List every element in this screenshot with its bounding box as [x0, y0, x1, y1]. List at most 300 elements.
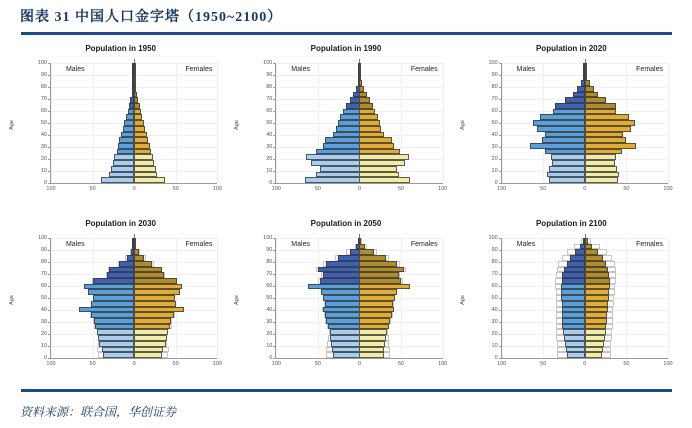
- female-bar-25-29: [134, 324, 170, 330]
- female-bar-40-44: [134, 132, 146, 138]
- males-label: Males: [291, 66, 310, 73]
- female-bar-0-4: [134, 177, 165, 183]
- female-bar-75-79: [134, 267, 161, 273]
- x-axis-tick-label: 50: [540, 186, 547, 192]
- y-axis-tick-label: 20: [491, 155, 498, 162]
- male-bar-55-59: [126, 114, 134, 120]
- females-label: Females: [410, 241, 438, 248]
- y-axis-tick-mark: [273, 346, 276, 347]
- x-axis-tick-label: 50: [89, 186, 96, 192]
- y-axis-tick-label: 40: [491, 131, 498, 138]
- y-axis-tick-mark: [499, 75, 502, 76]
- female-bar-25-29: [585, 149, 622, 155]
- female-bar-10-14: [585, 341, 604, 347]
- y-axis-tick-mark: [273, 147, 276, 148]
- age-axis-label: Age: [9, 119, 15, 130]
- female-bar-80-84: [585, 261, 607, 267]
- female-bar-90-94: [359, 249, 373, 255]
- y-axis-tick-mark: [499, 274, 502, 275]
- y-axis-tick-mark: [499, 334, 502, 335]
- male-bar-20-24: [114, 154, 134, 160]
- female-bar-55-59: [359, 114, 377, 120]
- y-axis-tick-label: 10: [40, 167, 47, 174]
- male-bar-10-14: [99, 341, 134, 347]
- female-bar-0-4: [134, 352, 161, 358]
- y-axis-tick-mark: [499, 135, 502, 136]
- y-axis-tick-mark: [499, 346, 502, 347]
- y-axis-tick-mark: [48, 159, 51, 160]
- male-bar-60-64: [553, 109, 585, 115]
- y-axis-tick-mark: [273, 111, 276, 112]
- male-bar-70-74: [350, 97, 360, 103]
- female-bar-50-54: [359, 295, 395, 301]
- x-axis-tick-label: 50: [398, 186, 405, 192]
- y-axis-tick-label: 60: [40, 282, 47, 289]
- male-bar-40-44: [545, 132, 585, 138]
- male-bar-65-69: [346, 103, 359, 109]
- female-bar-40-44: [585, 132, 623, 138]
- male-bar-60-64: [561, 284, 585, 290]
- female-bar-15-19: [359, 160, 405, 166]
- male-bar-60-64: [308, 284, 360, 290]
- x-axis-tick-label: 50: [623, 186, 630, 192]
- female-bar-90-94: [359, 74, 361, 80]
- females-label: Females: [410, 66, 438, 73]
- v-gridline: [51, 238, 52, 358]
- y-axis-tick-mark: [273, 123, 276, 124]
- y-axis-tick-label: 60: [491, 282, 498, 289]
- female-bar-65-69: [585, 103, 616, 109]
- female-bar-10-14: [585, 166, 617, 172]
- female-bar-15-19: [134, 160, 154, 166]
- male-bar-60-64: [84, 284, 134, 290]
- y-axis-tick-mark: [273, 63, 276, 64]
- y-axis-tick-label: 100: [37, 234, 47, 241]
- males-label: Males: [65, 241, 85, 248]
- x-axis-tick-label: 100: [46, 361, 56, 367]
- y-axis-tick-mark: [48, 262, 51, 263]
- male-bar-20-24: [97, 329, 134, 335]
- y-axis-tick-label: 70: [491, 270, 498, 277]
- male-bar-15-19: [311, 160, 359, 166]
- female-bar-85-89: [585, 255, 603, 261]
- x-axis-tick-label: 0: [132, 186, 136, 192]
- x-axis-tick-label: 0: [357, 186, 362, 192]
- pyramid-chart-1950: [8, 37, 233, 212]
- female-bar-55-59: [359, 289, 396, 295]
- y-axis-tick-label: 0: [269, 354, 273, 361]
- female-bar-45-49: [134, 126, 145, 132]
- female-bar-85-89: [359, 255, 386, 261]
- v-gridline: [276, 238, 277, 358]
- female-bar-0-4: [359, 177, 410, 183]
- x-axis-tick-label: 100: [497, 361, 507, 367]
- female-bar-70-74: [585, 272, 609, 278]
- male-bar-45-49: [325, 301, 360, 307]
- x-axis-tick-label: 100: [212, 186, 222, 192]
- y-axis-tick-label: 40: [266, 131, 273, 138]
- x-axis-tick-label: 100: [212, 361, 222, 367]
- y-axis-tick-label: 70: [491, 95, 498, 102]
- male-bar-20-24: [306, 154, 359, 160]
- male-bar-30-34: [562, 318, 584, 324]
- female-bar-75-79: [359, 267, 404, 273]
- male-bar-80-84: [577, 86, 584, 92]
- female-bar-40-44: [359, 132, 384, 138]
- y-axis-tick-label: 30: [40, 143, 47, 150]
- y-axis-tick-label: 60: [266, 107, 273, 114]
- y-axis-tick-mark: [48, 334, 51, 335]
- female-bar-80-84: [585, 86, 594, 92]
- male-bar-25-29: [562, 324, 584, 330]
- y-axis-tick-label: 70: [266, 95, 273, 102]
- y-axis-tick-mark: [48, 274, 51, 275]
- male-bar-60-64: [343, 109, 360, 115]
- chart-title: Population in 2030: [85, 219, 156, 228]
- y-axis-tick-label: 10: [491, 342, 498, 349]
- male-bar-5-9: [332, 347, 359, 353]
- y-axis-tick-mark: [499, 183, 502, 184]
- male-bar-20-24: [330, 329, 360, 335]
- v-gridline: [51, 63, 52, 183]
- v-gridline: [217, 63, 218, 183]
- female-bar-65-69: [585, 278, 610, 284]
- female-bar-45-49: [585, 126, 632, 132]
- male-bar-20-24: [563, 329, 585, 335]
- x-axis-tick-label: 50: [540, 361, 547, 367]
- chart-title: Population in 1950: [85, 44, 156, 53]
- v-gridline: [626, 238, 627, 358]
- y-axis-tick-mark: [499, 147, 502, 148]
- y-axis-tick-mark: [48, 346, 51, 347]
- y-axis-tick-label: 50: [40, 119, 47, 126]
- y-axis-tick-label: 0: [269, 179, 273, 186]
- male-bar-5-9: [102, 347, 134, 353]
- y-axis-tick-label: 0: [43, 354, 47, 361]
- male-bar-10-14: [549, 166, 585, 172]
- female-bar-5-9: [134, 347, 163, 353]
- female-bar-45-49: [134, 301, 176, 307]
- v-gridline: [668, 238, 669, 358]
- female-bar-100+: [134, 238, 136, 244]
- age-axis-label: Age: [234, 294, 241, 305]
- y-axis-tick-label: 20: [40, 155, 47, 162]
- female-bar-30-34: [585, 318, 607, 324]
- v-gridline: [276, 63, 277, 183]
- y-axis-tick-mark: [273, 358, 276, 359]
- x-axis-tick-label: 50: [314, 186, 321, 192]
- y-axis-tick-mark: [48, 171, 51, 172]
- v-gridline: [668, 63, 669, 183]
- male-bar-50-54: [323, 295, 360, 301]
- females-label: Females: [636, 66, 663, 73]
- y-axis-tick-label: 70: [266, 270, 273, 277]
- male-bar-35-39: [542, 137, 585, 143]
- male-bar-30-34: [323, 143, 360, 149]
- x-axis-tick-label: 0: [357, 361, 362, 367]
- female-bar-35-39: [134, 137, 148, 143]
- female-bar-20-24: [134, 329, 168, 335]
- male-bar-65-69: [93, 278, 135, 284]
- female-bar-95-99: [585, 69, 587, 75]
- female-bar-25-29: [359, 149, 400, 155]
- male-bar-25-29: [95, 324, 134, 330]
- y-axis-tick-mark: [273, 250, 276, 251]
- female-bar-75-79: [134, 92, 137, 98]
- female-bar-40-44: [585, 307, 608, 313]
- y-axis-tick-label: 60: [40, 107, 47, 114]
- female-bar-65-69: [134, 103, 140, 109]
- x-axis-tick-label: 50: [314, 361, 321, 367]
- male-bar-15-19: [113, 160, 135, 166]
- pyramid-chart-1990: [233, 37, 458, 212]
- female-bar-70-74: [585, 97, 607, 103]
- female-bar-25-29: [134, 149, 151, 155]
- male-bar-50-54: [561, 295, 585, 301]
- female-bar-85-89: [359, 80, 361, 86]
- male-bar-25-29: [545, 149, 585, 155]
- female-bar-40-44: [134, 307, 184, 313]
- male-bar-15-19: [564, 335, 585, 341]
- y-axis-tick-label: 30: [491, 318, 498, 325]
- females-label: Females: [185, 241, 213, 248]
- male-bar-45-49: [336, 126, 359, 132]
- x-axis-tick-label: 50: [89, 361, 96, 367]
- female-bar-15-19: [585, 160, 615, 166]
- male-bar-20-24: [551, 154, 585, 160]
- y-axis-tick-label: 90: [40, 71, 47, 78]
- female-bar-45-49: [359, 126, 381, 132]
- female-bar-15-19: [359, 335, 386, 341]
- female-bar-95-99: [585, 244, 592, 250]
- v-gridline: [401, 238, 402, 358]
- female-bar-30-34: [134, 143, 150, 149]
- x-axis-tick-label: 100: [438, 186, 448, 192]
- female-bar-50-54: [134, 295, 175, 301]
- female-bar-60-64: [359, 284, 410, 290]
- male-bar-55-59: [88, 289, 135, 295]
- y-axis-tick-label: 10: [266, 167, 273, 174]
- y-axis-tick-mark: [273, 298, 276, 299]
- male-bar-10-14: [565, 341, 585, 347]
- v-gridline: [443, 63, 444, 183]
- male-bar-65-69: [320, 278, 360, 284]
- chart-title: Population in 2100: [535, 219, 607, 228]
- y-axis-tick-label: 30: [266, 143, 273, 150]
- female-bar-60-64: [359, 109, 375, 115]
- males-label: Males: [65, 66, 85, 73]
- male-bar-45-49: [123, 126, 135, 132]
- male-bar-55-59: [340, 114, 359, 120]
- y-axis-tick-mark: [499, 322, 502, 323]
- female-bar-10-14: [134, 166, 156, 172]
- female-bar-55-59: [134, 114, 142, 120]
- x-axis-tick-label: 100: [663, 361, 673, 367]
- v-gridline: [502, 63, 503, 183]
- y-axis-tick-label: 10: [40, 342, 47, 349]
- y-axis-tick-mark: [273, 135, 276, 136]
- y-axis-tick-label: 30: [40, 318, 47, 325]
- y-axis-tick-mark: [273, 171, 276, 172]
- y-axis-tick-label: 10: [266, 342, 273, 349]
- females-label: Females: [636, 241, 663, 248]
- male-bar-40-44: [562, 307, 585, 313]
- y-axis-tick-mark: [273, 286, 276, 287]
- y-axis-tick-mark: [499, 87, 502, 88]
- male-bar-75-79: [564, 267, 585, 273]
- female-bar-65-69: [134, 278, 176, 284]
- female-bar-80-84: [359, 86, 364, 92]
- female-bar-95-99: [134, 244, 136, 250]
- y-axis-tick-label: 80: [40, 83, 47, 90]
- female-bar-90-94: [134, 249, 139, 255]
- top-divider: [21, 32, 672, 35]
- female-bar-20-24: [359, 154, 409, 160]
- y-axis-tick-mark: [499, 159, 502, 160]
- y-axis-tick-label: 40: [266, 306, 273, 313]
- male-bar-45-49: [562, 301, 585, 307]
- female-bar-0-4: [585, 177, 618, 183]
- male-bar-15-19: [98, 335, 135, 341]
- figure-title: 图表 31 中国人口金字塔（1950~2100）: [20, 10, 283, 25]
- v-gridline: [176, 63, 177, 183]
- y-axis-tick-mark: [273, 238, 276, 239]
- age-axis-label: Age: [9, 294, 15, 305]
- female-bar-50-54: [134, 120, 144, 126]
- y-axis-tick-label: 80: [266, 258, 273, 265]
- male-bar-85-89: [338, 255, 360, 261]
- y-axis-tick-mark: [499, 123, 502, 124]
- female-bar-40-44: [359, 307, 393, 313]
- male-bar-35-39: [91, 312, 134, 318]
- female-bar-60-64: [585, 284, 610, 290]
- y-axis-tick-label: 50: [266, 119, 273, 126]
- female-bar-60-64: [134, 284, 182, 290]
- female-bar-85-89: [134, 80, 136, 86]
- y-axis-tick-label: 80: [40, 258, 47, 265]
- v-gridline: [318, 238, 319, 358]
- female-bar-55-59: [585, 289, 609, 295]
- female-bar-5-9: [585, 347, 603, 353]
- female-bar-15-19: [585, 335, 605, 341]
- male-bar-85-89: [127, 255, 134, 261]
- female-bar-50-54: [585, 120, 635, 126]
- chart-title: Population in 2020: [535, 44, 607, 53]
- male-bar-70-74: [323, 272, 360, 278]
- male-bar-75-79: [318, 267, 360, 273]
- plot-area: [488, 59, 673, 192]
- y-axis-tick-mark: [48, 250, 51, 251]
- y-axis-tick-mark: [273, 262, 276, 263]
- age-axis-label: Age: [459, 119, 466, 130]
- y-axis-tick-label: 20: [40, 330, 47, 337]
- x-axis-tick-label: 100: [663, 186, 673, 192]
- v-gridline: [217, 238, 218, 358]
- y-axis-tick-label: 50: [266, 294, 273, 301]
- female-bar-95-99: [359, 69, 361, 75]
- female-bar-90-94: [134, 74, 136, 80]
- male-bar-5-9: [566, 347, 585, 353]
- male-bar-50-54: [93, 295, 135, 301]
- male-bar-50-54: [533, 120, 585, 126]
- male-bar-15-19: [552, 160, 584, 166]
- y-axis-tick-mark: [273, 75, 276, 76]
- male-bar-45-49: [537, 126, 585, 132]
- y-axis-tick-mark: [48, 183, 51, 184]
- x-axis-tick-label: 100: [271, 186, 281, 192]
- male-bar-30-34: [94, 318, 134, 324]
- female-bar-0-4: [359, 352, 383, 358]
- female-bar-70-74: [134, 272, 164, 278]
- male-bar-5-9: [109, 172, 134, 178]
- y-axis-tick-label: 80: [491, 83, 498, 90]
- y-axis-tick-label: 80: [266, 83, 273, 90]
- male-bar-55-59: [540, 114, 585, 120]
- y-axis-tick-label: 20: [491, 330, 498, 337]
- male-bar-25-29: [316, 149, 359, 155]
- male-bar-90-94: [350, 249, 360, 255]
- female-bar-75-79: [359, 92, 366, 98]
- y-axis-tick-mark: [499, 63, 502, 64]
- male-bar-0-4: [333, 352, 360, 358]
- male-bar-5-9: [316, 172, 359, 178]
- male-bar-55-59: [561, 289, 585, 295]
- female-bar-50-54: [359, 120, 380, 126]
- y-axis-tick-mark: [48, 87, 51, 88]
- female-bar-5-9: [359, 172, 399, 178]
- female-bar-10-14: [359, 166, 396, 172]
- x-axis-tick-label: 0: [132, 361, 136, 367]
- x-axis-tick-label: 50: [172, 186, 179, 192]
- female-bar-100+: [359, 238, 361, 244]
- y-axis-tick-mark: [48, 286, 51, 287]
- female-bar-95-99: [359, 244, 365, 250]
- male-bar-0-4: [567, 352, 585, 358]
- pyramid-charts-grid: [8, 37, 684, 387]
- male-bar-35-39: [325, 312, 360, 318]
- y-axis-tick-mark: [273, 159, 276, 160]
- y-axis-tick-label: 70: [40, 270, 47, 277]
- female-bar-100+: [585, 63, 587, 69]
- male-bar-10-14: [320, 166, 360, 172]
- plot-area: [488, 234, 673, 367]
- y-axis-tick-label: 0: [43, 179, 47, 186]
- x-axis-tick-label: 100: [497, 186, 507, 192]
- male-bar-0-4: [305, 177, 360, 183]
- female-bar-35-39: [359, 137, 391, 143]
- y-axis-tick-mark: [48, 358, 51, 359]
- female-bar-55-59: [134, 289, 180, 295]
- y-axis-tick-mark: [273, 87, 276, 88]
- y-axis-tick-label: 90: [491, 71, 498, 78]
- pyramid-chart-2030: [8, 212, 233, 387]
- female-bar-100+: [134, 63, 136, 69]
- female-bar-10-14: [359, 341, 385, 347]
- male-bar-50-54: [124, 120, 134, 126]
- y-axis-tick-mark: [499, 171, 502, 172]
- male-bar-35-39: [119, 137, 134, 143]
- v-gridline: [93, 63, 94, 183]
- y-axis-tick-label: 90: [266, 246, 273, 253]
- y-axis-tick-label: 70: [40, 95, 47, 102]
- male-bar-0-4: [101, 177, 134, 183]
- male-bar-0-4: [549, 177, 585, 183]
- v-gridline: [543, 238, 544, 358]
- female-bar-85-89: [134, 255, 144, 261]
- bottom-divider: [21, 389, 672, 392]
- y-axis-tick-label: 100: [37, 59, 47, 66]
- male-bar-50-54: [338, 120, 360, 126]
